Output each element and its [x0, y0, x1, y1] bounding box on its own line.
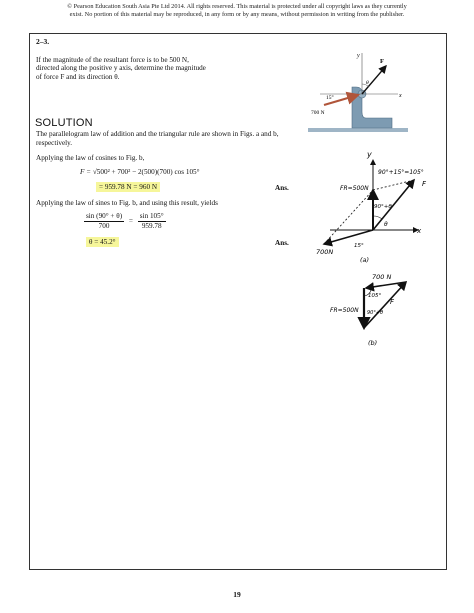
sketch-b-fr-label: FR=500N [330, 307, 359, 314]
fig-f-label: F [380, 58, 384, 65]
sketch-b-caption: (b) [368, 339, 378, 347]
sketch-a-f-label: F [422, 180, 427, 188]
sketch-a-angle-low: 15° [354, 243, 364, 249]
solution-intro [36, 130, 296, 147]
cosine-equation [80, 168, 200, 177]
sketch-a-caption: (a) [360, 256, 370, 264]
sketch-b-angle-low: 90°+θ [367, 310, 384, 316]
sketch-b-force-label: 700 N [372, 273, 392, 281]
cosine-equation-rhs: √500² + 700² − 2(500)(700) cos 105° [92, 168, 200, 176]
problem-line-1: If the magnitude of the resultant force is to be 500 N, [36, 56, 189, 64]
cosine-equation-lhs: F = [80, 168, 93, 176]
sine-fraction-left [84, 212, 124, 230]
cosines-intro: Applying the law of cosines to Fig. b, [36, 154, 145, 162]
sine-fraction-left-den: 700 [98, 221, 110, 230]
sketch-b-f-vector [364, 282, 406, 328]
sine-fraction-left-num: sin (90° + θ) [86, 212, 123, 220]
fig-y-label: y [357, 53, 360, 59]
sketch-a-x-label: x [417, 227, 422, 235]
sketch-b-angle-label: 105° [368, 293, 382, 299]
page-number: 19 [233, 590, 241, 599]
sketch-b [320, 268, 430, 350]
sine-fraction-right-num: sin 105° [139, 212, 164, 220]
sine-fraction-right [138, 212, 166, 230]
magnitude-result-value: = 959.78 N = 960 N [96, 182, 160, 192]
sketch-b-f-label: F [390, 298, 395, 306]
sketch-b-700-vector [366, 282, 406, 288]
fig-angle-label: 15° [326, 95, 334, 101]
copyright-line-1: © Pearson Education South Asia Pte Ltd 2014. All rights reserved. This material is protected under all copyright laws as they currently [67, 3, 407, 10]
sketch-a-dash-side [324, 190, 373, 244]
answer-label-2: Ans. [275, 239, 289, 247]
sketch-a [300, 150, 445, 265]
problem-line-2: directed along the positive y axis, determine the magnitude [36, 64, 206, 73]
sines-intro: Applying the law of sines to Fig. b, and using this result, yields [36, 199, 218, 207]
copyright-line-2: exist. No portion of this material may be reproduced, in any form or by any means, without permission in writing from the publisher. [69, 10, 405, 18]
problem-figure [300, 48, 412, 140]
angle-result [86, 238, 119, 247]
sketch-a-fr-label: FR=500N [340, 185, 369, 192]
problem-statement [36, 56, 286, 81]
sketch-a-force-label: 700N [316, 248, 334, 256]
solution-intro-line-1: The parallelogram law of addition and the triangular rule are shown in Figs. a and b, [36, 130, 279, 138]
answer-label-1: Ans. [275, 184, 289, 192]
angle-result-value: θ = 45.2° [86, 237, 119, 247]
problem-number: 2–3. [36, 37, 50, 46]
problem-line-3: of force F and its direction θ. [36, 72, 120, 81]
sketch-a-angle-arc [373, 216, 382, 219]
sine-fraction-right-den: 959.78 [141, 221, 162, 230]
ground-surface [308, 128, 408, 132]
fig-theta-label: θ [366, 80, 369, 86]
solution-intro-line-2: respectively. [36, 138, 73, 147]
fig-force-label: 700 N [311, 110, 325, 116]
copyright-notice [0, 3, 474, 18]
sketch-a-theta-label: θ [384, 221, 388, 228]
sketch-a-700-vector [324, 230, 373, 244]
sketch-a-y-label: y [367, 150, 372, 159]
sine-equals: = [128, 216, 133, 225]
sketch-a-angle-mid: 90°+θ [374, 204, 392, 210]
sketch-a-angle-top: 90°+15°=105° [378, 169, 424, 176]
sine-equation [84, 212, 166, 230]
magnitude-result [96, 183, 160, 192]
solution-heading: SOLUTION [35, 117, 93, 129]
fig-x-label: x [399, 93, 402, 99]
